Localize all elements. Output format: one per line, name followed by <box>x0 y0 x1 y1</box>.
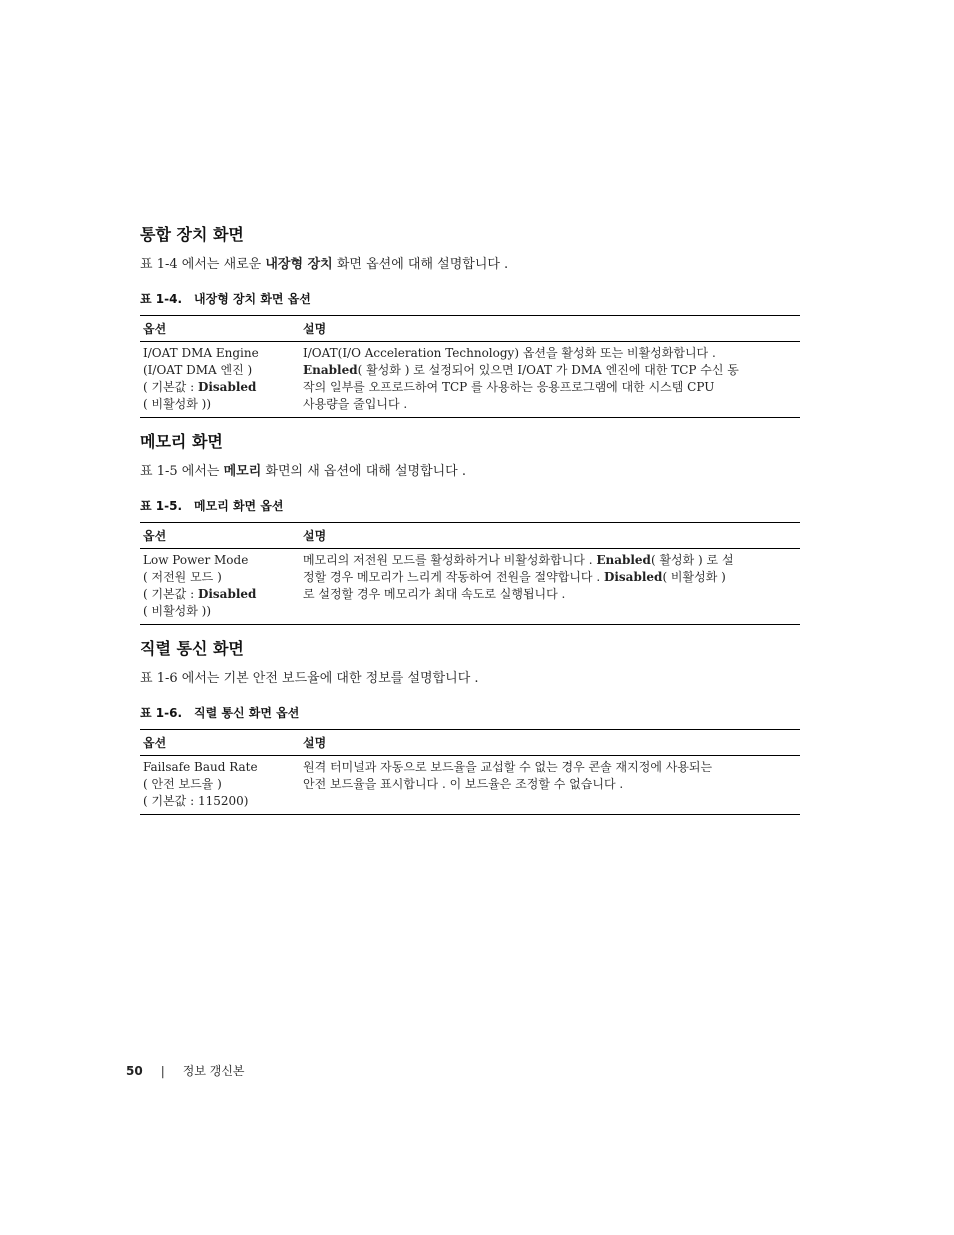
section-intro: 표 1-6 에서는 기본 안전 보드율에 대한 정보를 설명합니다 . <box>140 671 479 686</box>
column-header-option: 옵션 <box>140 523 300 549</box>
table-row <box>140 342 800 418</box>
section-integrated-devices <box>140 222 800 418</box>
table-header-row <box>140 730 800 756</box>
description-cell: I/OAT(I/O Acceleration Technology) 옵션을 활성화 또는 비활성화합니다 . Enabled( 활성화 ) 로 설정되어 있으면 I/OAT 가 DMA 엔진에 대한 TCP 수신 동 작의 일부를 오프로드하여 TCP 를 사용하는 응용프로그램에 대한 시스템 CPU 사용량을 줄입니다 . <box>300 342 800 418</box>
description-cell: 원격 터미널과 자동으로 보드율을 교섭할 수 없는 경우 콘솔 재지정에 사용되는 안전 보드율을 표시합니다 . 이 보드율은 조정할 수 없습니다 . <box>300 756 800 815</box>
table-row <box>140 756 800 815</box>
footer-separator: | <box>160 1064 165 1078</box>
description-cell: 메모리의 저전원 모드를 활성화하거나 비활성화합니다 . Enabled( 활성화 ) 로 설 정할 경우 메모리가 느리게 작동하여 전원을 절약합니다 . Disabled( 비활성화 ) 로 설정할 경우 메모리가 최대 속도로 실행됩니다 . <box>300 549 800 625</box>
section-heading: 메모리 화면 <box>140 432 223 451</box>
table-caption: 표 1-5. 메모리 화면 옵션 <box>140 499 284 513</box>
section-intro: 표 1-5 에서는 메모리 화면의 새 옵션에 대해 설명합니다 . <box>140 464 467 479</box>
column-header-option: 옵션 <box>140 730 300 756</box>
options-table <box>140 522 800 625</box>
column-header-description: 설명 <box>300 523 800 549</box>
page-footer <box>126 1062 245 1079</box>
page-number: 50 <box>126 1064 143 1078</box>
section-intro: 표 1-4 에서는 새로운 내장형 장치 화면 옵션에 대해 설명합니다 . <box>140 257 509 272</box>
option-cell: I/OAT DMA Engine (I/OAT DMA 엔진 ) ( 기본값 : Disabled ( 비활성화 )) <box>140 342 300 418</box>
section-memory <box>140 429 800 625</box>
table-header-row <box>140 316 800 342</box>
option-cell: Low Power Mode ( 저전원 모드 ) ( 기본값 : Disabled ( 비활성화 )) <box>140 549 300 625</box>
options-table <box>140 729 800 815</box>
table-header-row <box>140 523 800 549</box>
column-header-description: 설명 <box>300 730 800 756</box>
table-caption: 표 1-6. 직렬 통신 화면 옵션 <box>140 706 300 720</box>
section-heading: 통합 장치 화면 <box>140 225 244 244</box>
section-serial-communication <box>140 636 800 815</box>
options-table <box>140 315 800 418</box>
table-row <box>140 549 800 625</box>
document-title: 정보 갱신본 <box>182 1064 245 1078</box>
option-cell: Failsafe Baud Rate ( 안전 보드율 ) ( 기본값 : 115200) <box>140 756 300 815</box>
column-header-option: 옵션 <box>140 316 300 342</box>
section-heading: 직렬 통신 화면 <box>140 639 244 658</box>
column-header-description: 설명 <box>300 316 800 342</box>
table-caption: 표 1-4. 내장형 장치 화면 옵션 <box>140 292 311 306</box>
